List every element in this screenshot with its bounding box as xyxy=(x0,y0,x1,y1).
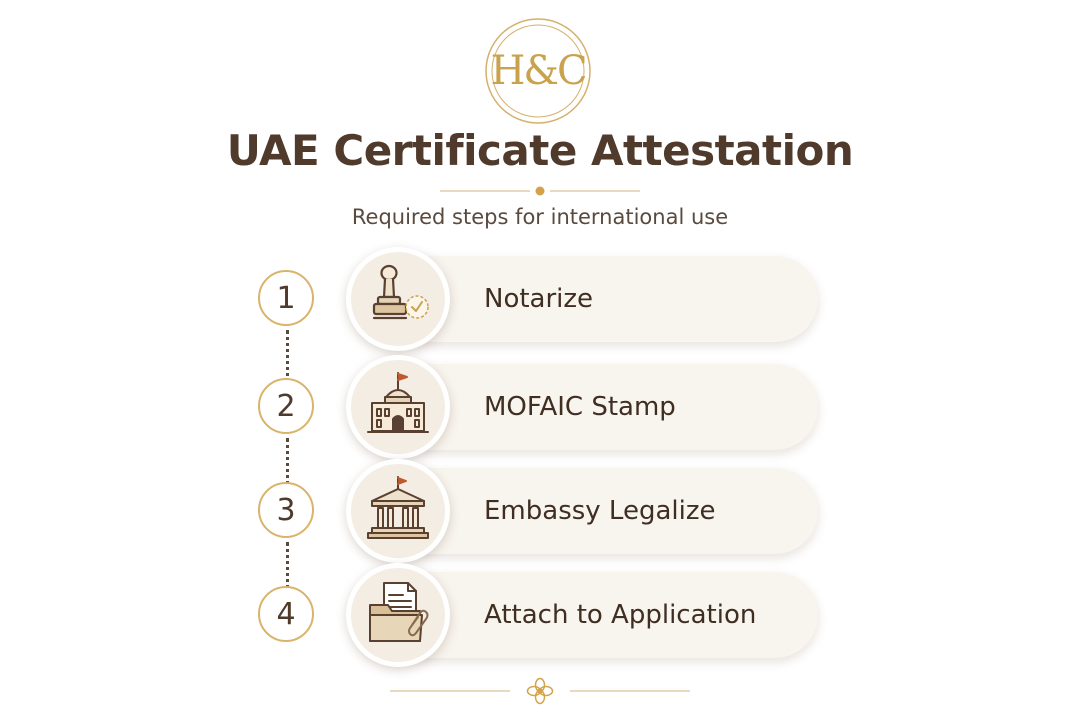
page-subtitle: Required steps for international use xyxy=(351,205,729,229)
step-label: Notarize xyxy=(484,284,594,314)
step-1-number: 1 xyxy=(258,270,314,326)
stamp-icon xyxy=(346,247,450,351)
step-label: Attach to Application xyxy=(484,600,757,630)
title-divider xyxy=(440,181,640,201)
logo-monogram: H&C xyxy=(490,48,586,94)
step-2-number: 2 xyxy=(258,378,314,434)
footer-divider xyxy=(390,675,690,711)
embassy-building-icon xyxy=(346,459,450,563)
step-3-number: 3 xyxy=(258,482,314,538)
step-connector xyxy=(286,330,289,384)
folder-paperclip-icon xyxy=(346,563,450,667)
page-title: UAE Certificate Attestation xyxy=(226,126,854,175)
government-building-icon xyxy=(346,355,450,459)
logo xyxy=(483,16,593,126)
step-label: MOFAIC Stamp xyxy=(484,392,676,422)
step-label: Embassy Legalize xyxy=(484,496,716,526)
step-4-number: 4 xyxy=(258,586,314,642)
